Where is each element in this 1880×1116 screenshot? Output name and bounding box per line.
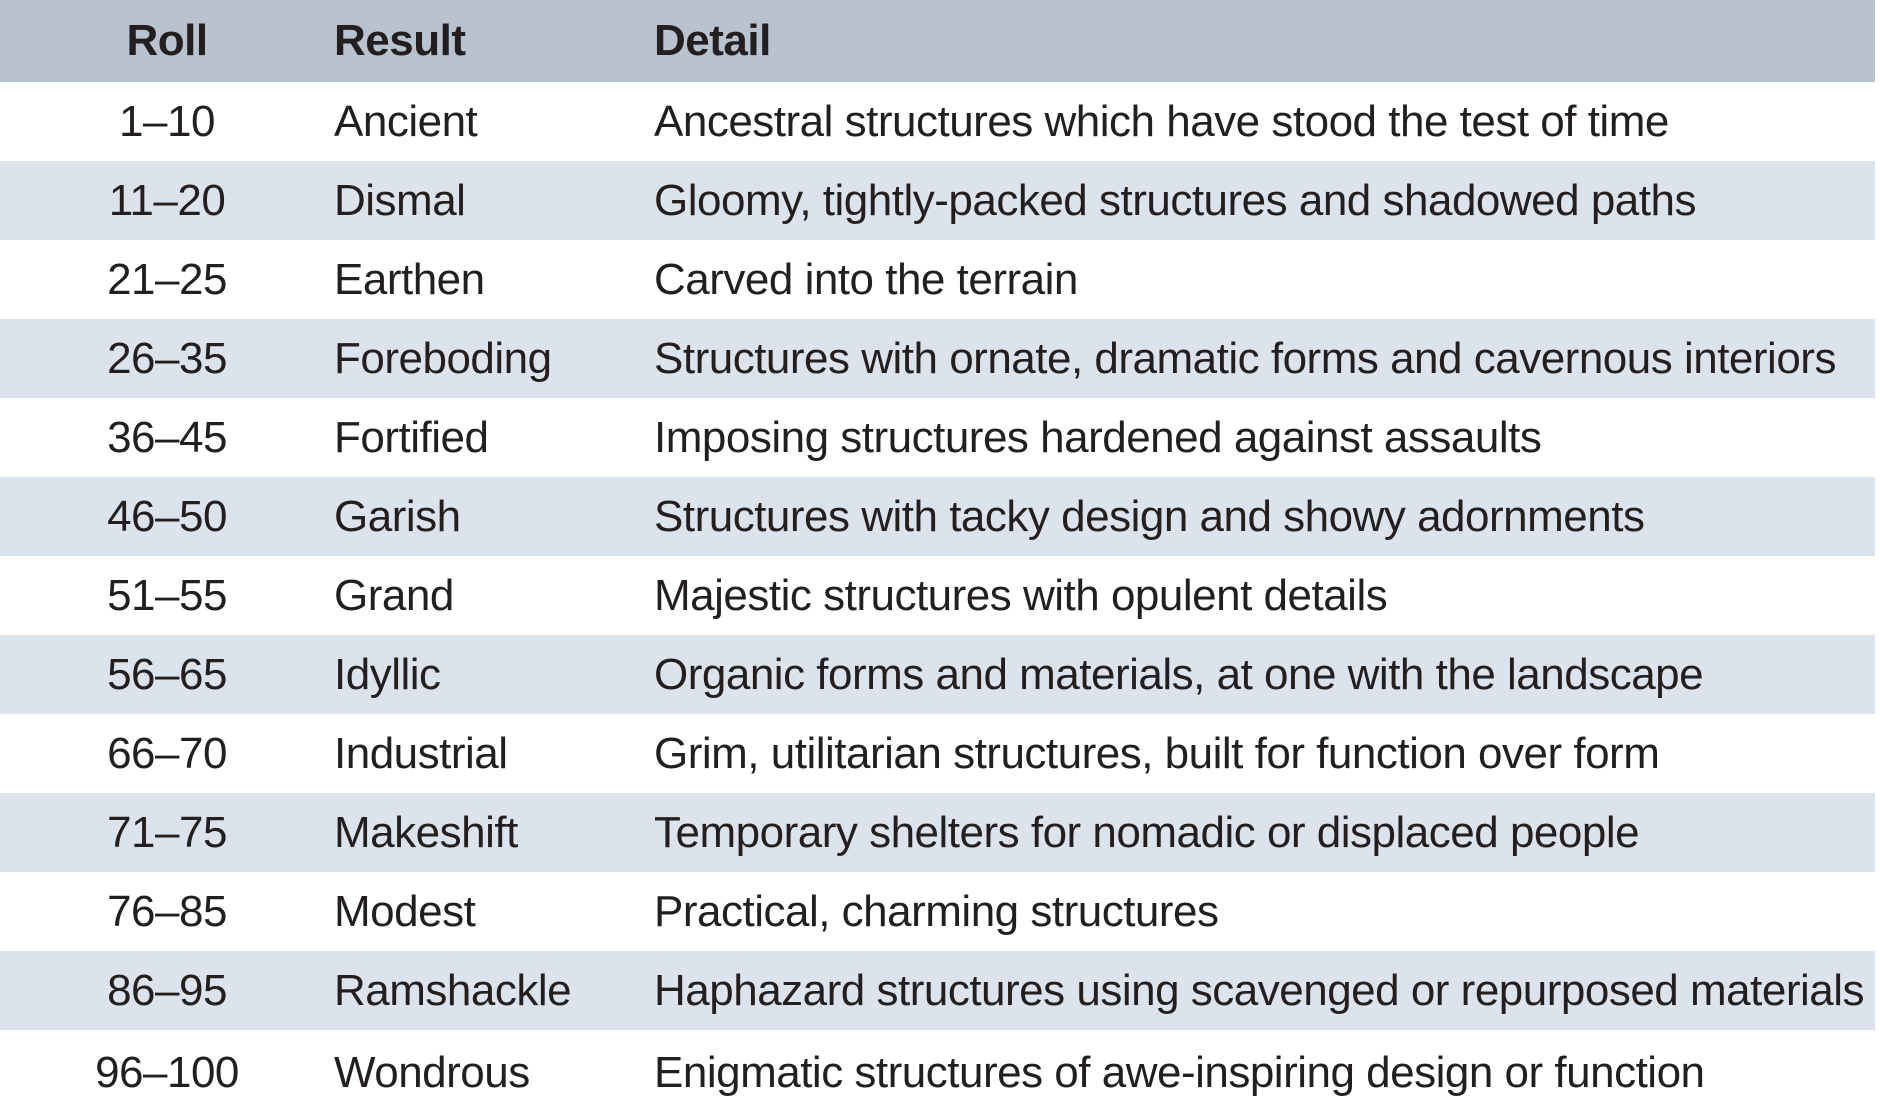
detail-cell: Imposing structures hardened against assaults <box>654 412 1542 462</box>
roll-cell: 56–65 <box>107 649 227 699</box>
result-cell: Grand <box>334 570 454 620</box>
table-row <box>0 319 1875 398</box>
detail-cell: Gloomy, tightly-packed structures and shadowed paths <box>654 175 1696 225</box>
roll-cell: 21–25 <box>107 254 227 304</box>
result-cell: Idyllic <box>334 649 441 699</box>
table-row <box>0 714 1875 793</box>
table-header-row <box>0 0 1875 82</box>
result-cell: Wondrous <box>334 1048 530 1097</box>
detail-cell: Structures with tacky design and showy adornments <box>654 491 1645 541</box>
table-row <box>0 872 1875 951</box>
table-row <box>0 82 1875 161</box>
table-row <box>0 793 1875 872</box>
result-cell: Garish <box>334 491 461 541</box>
table-row <box>0 1030 1875 1116</box>
table-row <box>0 951 1875 1030</box>
result-cell: Ancient <box>334 96 478 146</box>
roll-cell: 26–35 <box>107 333 227 383</box>
table-row <box>0 161 1875 240</box>
header-result: Result <box>334 16 466 65</box>
result-cell: Modest <box>334 886 476 936</box>
detail-cell: Enigmatic structures of awe-inspiring design or function <box>654 1048 1705 1097</box>
table-row <box>0 240 1875 319</box>
detail-cell: Structures with ornate, dramatic forms and cavernous interiors <box>654 333 1836 383</box>
roll-cell: 36–45 <box>107 412 227 462</box>
roll-cell: 66–70 <box>107 728 227 778</box>
roll-cell: 96–100 <box>95 1048 239 1097</box>
roll-cell: 86–95 <box>107 965 227 1015</box>
table-row <box>0 477 1875 556</box>
result-cell: Industrial <box>334 728 508 778</box>
table-row <box>0 556 1875 635</box>
roll-cell: 76–85 <box>107 886 227 936</box>
roll-cell: 51–55 <box>107 570 227 620</box>
result-cell: Ramshackle <box>334 965 572 1015</box>
result-cell: Fortified <box>334 412 489 462</box>
detail-cell: Practical, charming structures <box>654 886 1219 936</box>
detail-cell: Grim, utilitarian structures, built for function over form <box>654 728 1660 778</box>
result-cell: Earthen <box>334 254 485 304</box>
header-roll: Roll <box>126 16 208 65</box>
detail-cell: Ancestral structures which have stood the test of time <box>654 96 1669 146</box>
result-cell: Makeshift <box>334 807 518 857</box>
detail-cell: Majestic structures with opulent details <box>654 570 1388 620</box>
result-cell: Dismal <box>334 175 466 225</box>
detail-cell: Haphazard structures using scavenged or repurposed materials <box>654 965 1864 1015</box>
roll-cell: 1–10 <box>119 96 215 146</box>
result-cell: Foreboding <box>334 333 552 383</box>
detail-cell: Carved into the terrain <box>654 254 1078 304</box>
table-row <box>0 635 1875 714</box>
roll-cell: 71–75 <box>107 807 227 857</box>
table-row <box>0 398 1875 477</box>
header-detail: Detail <box>654 16 771 65</box>
roll-cell: 11–20 <box>108 175 226 225</box>
detail-cell: Organic forms and materials, at one with the landscape <box>654 649 1704 699</box>
roll-cell: 46–50 <box>107 491 227 541</box>
detail-cell: Temporary shelters for nomadic or displaced people <box>654 807 1640 857</box>
